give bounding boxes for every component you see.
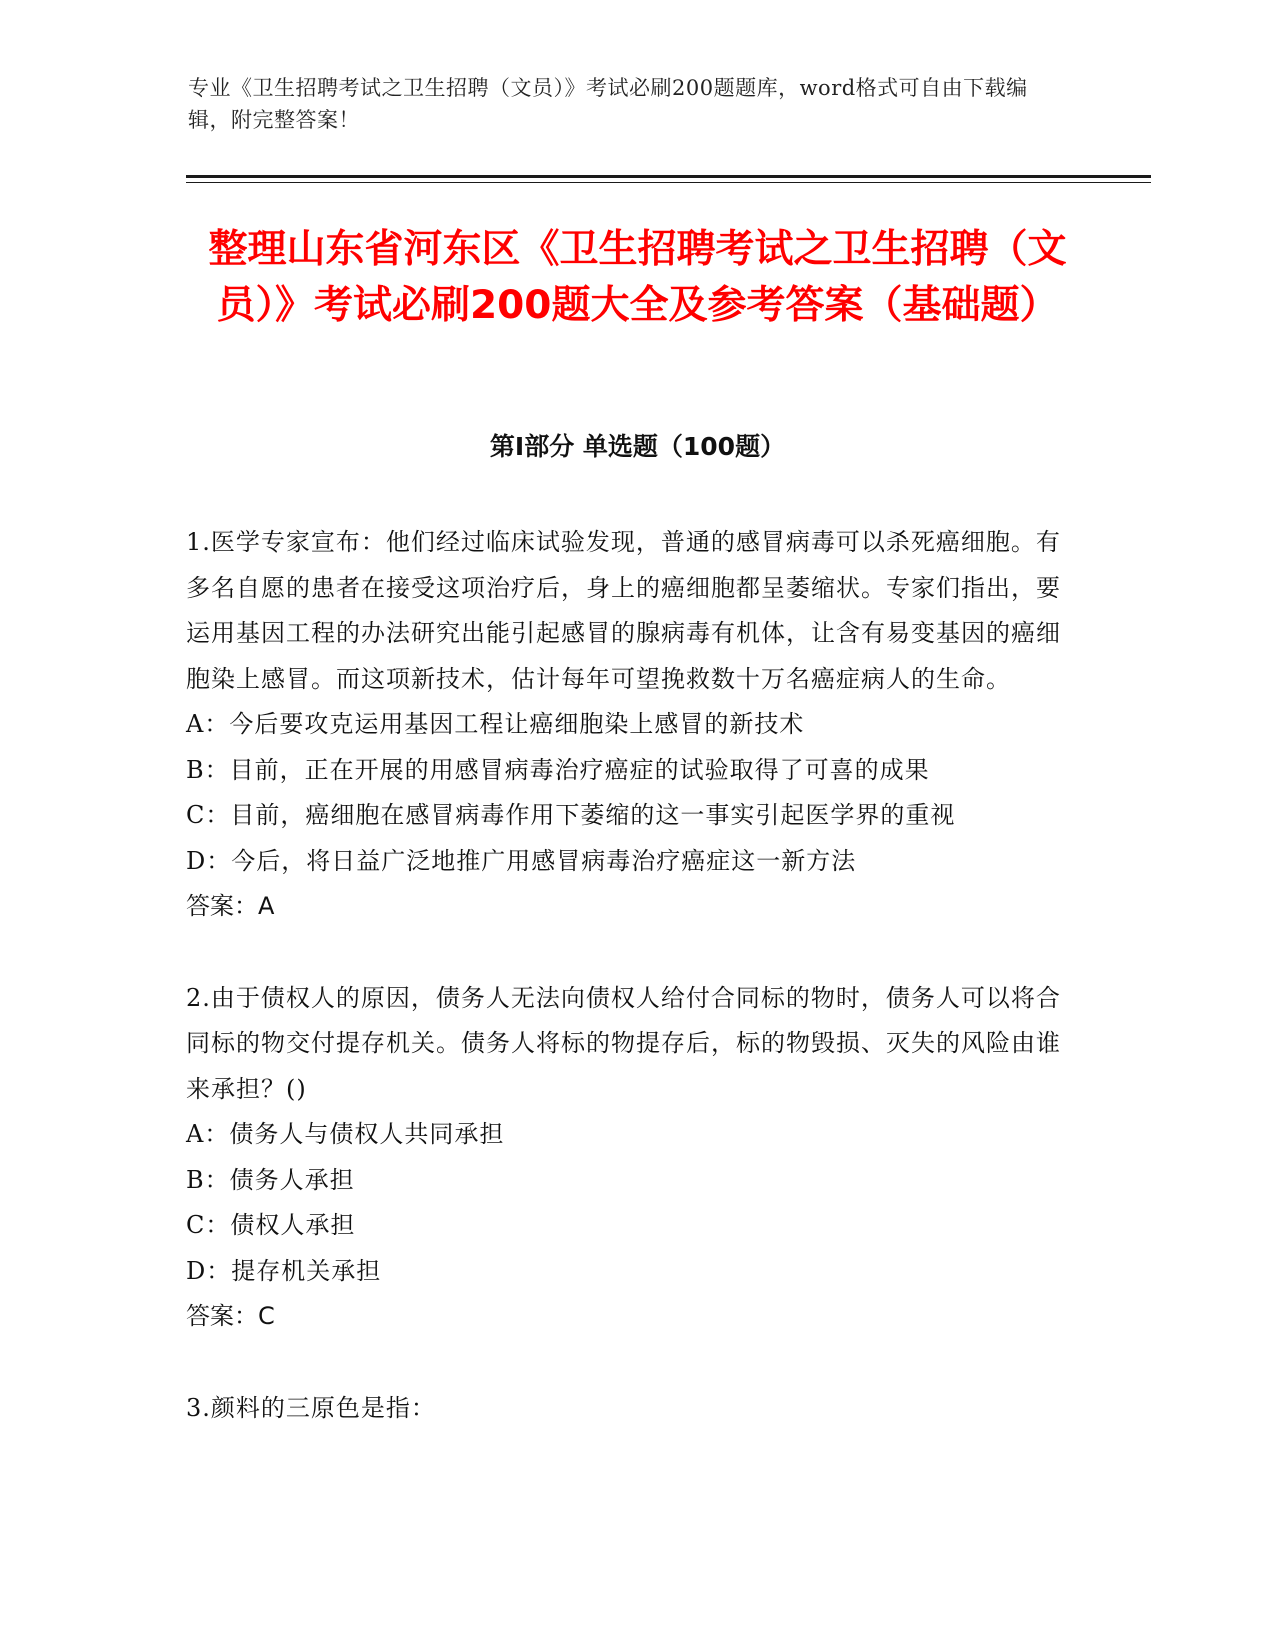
option-b: B：目前，正在开展的用感冒病毒治疗癌症的试验取得了可喜的成果 [186,755,930,784]
question-stem: 1.医学专家宣布：他们经过临床试验发现，普通的感冒病毒可以杀死癌细胞。有多名自愿的患者在接受这项治疗后，身上的癌细胞都呈萎缩状。专家们指出，要运用基因工程的办法研究出能引起感冒的腺病毒有机体，让含有易变基因的癌细胞染上感冒。而这项新技术，估计每年可望挽救数十万名癌症病人的生命。 [186,528,1061,693]
question-3 [186,1386,1066,1432]
option-a: A：债务人与债权人共同承担 [186,1120,505,1148]
document-title: 整理山东省河东区《卫生招聘考试之卫生招聘（文员）》考试必刷200题大全及参考答案（基础题） [208,227,1067,328]
question-1 [186,520,1066,930]
answer: 答案：A [186,892,275,920]
question-2 [186,976,1066,1340]
section-heading: 第I部分 单选题（100题） [489,432,786,461]
header-divider-thick [186,175,1151,178]
option-b: B：债务人承担 [186,1165,355,1194]
option-d: D：提存机关承担 [186,1256,382,1285]
answer: 答案：C [186,1302,275,1330]
option-c: C：目前，癌细胞在感冒病毒作用下萎缩的这一事实引起医学界的重视 [186,801,956,829]
question-stem: 2.由于债权人的原因，债务人无法向债权人给付合同标的物时，债务人可以将合同标的物交付提存机关。债务人将标的物提存后，标的物毁损、灭失的风险由谁来承担？() [186,983,1061,1103]
option-a: A：今后要攻克运用基因工程让癌细胞染上感冒的新技术 [186,710,805,738]
question-stem: 3.颜料的三原色是指： [186,1393,436,1422]
header-divider-thin [186,182,1151,183]
header-note: 专业《卫生招聘考试之卫生招聘（文员）》考试必刷200题题库，word格式可自由下载编辑，附完整答案！ [188,76,1028,132]
option-c: C：债权人承担 [186,1211,356,1239]
option-d: D：今后，将日益广泛地推广用感冒病毒治疗癌症这一新方法 [186,846,857,875]
question-list [186,520,1066,1477]
